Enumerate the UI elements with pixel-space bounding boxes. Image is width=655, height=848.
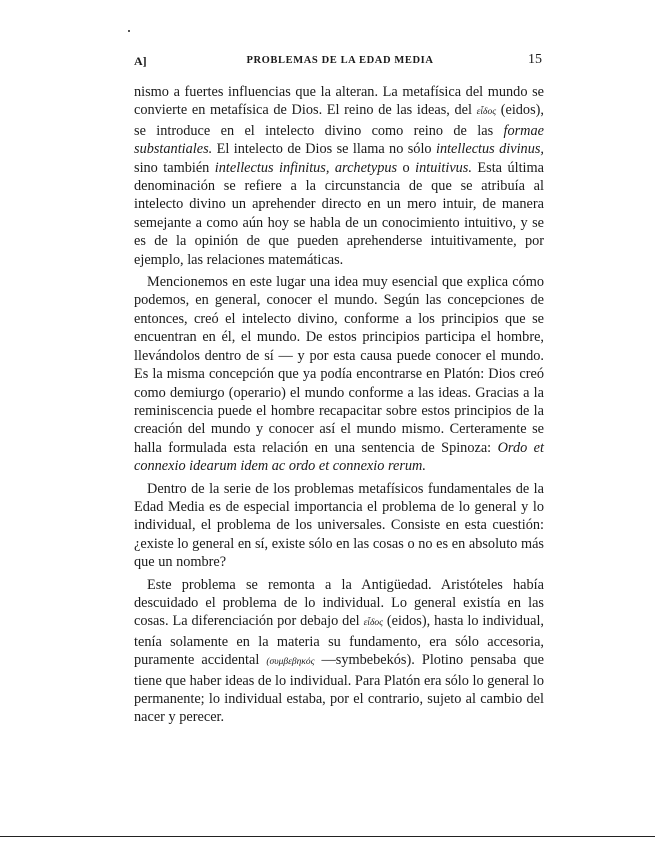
text-run: nismo a fuertes influencias que la alteran. La metafísica del mundo se convierte en metafísica de Dios. El reino de las ideas, del bbox=[134, 84, 544, 119]
paragraph bbox=[134, 576, 544, 727]
bottom-rule bbox=[0, 836, 655, 837]
text-run: (eidos), hasta lo individual, tenía solamente en la materia su fundamento, era sólo accesoria, puramente accidental bbox=[134, 613, 544, 669]
text-run: El intelecto de Dios se llama no sólo bbox=[212, 141, 436, 158]
running-header bbox=[134, 52, 546, 72]
text-run: Mencionemos en este lugar una idea muy esencial que explica cómo podemos, en general, conocer el mundo. Según las concepciones de entonces, creó el intelecto divino, conforme a los principios que se encuentran en él, el mundo. De estos principios participa el hombre, llevándolos dentro de sí — y por esta causa puede conocer el mundo. Es la misma concepción que ya podía encontrarse en Platón: Dios creó como demiurgo (operario) el mundo conforme a las ideas. Gracias a la reminiscencia puede el hombre recapacitar sobre estos principios de la creación del mundo y conocer así el mundo mismo. Certeramente se halla formulada esta relación en una sentencia de Spinoza: bbox=[134, 274, 544, 456]
scan-speck bbox=[128, 30, 130, 32]
text-run: Este problema se remonta a la Antigüedad. Aristóteles había descuidado el problema de lo individual. Lo general existía en las cosas. La diferenciación por debajo del bbox=[134, 576, 544, 630]
italic-phrase: intuitivus. bbox=[415, 159, 472, 176]
body-text bbox=[134, 83, 544, 731]
text-run: Esta última denominación se refiere a la circunstancia de que se atribuía al intelecto divino un aprehender directo en un mero intuir, de manera semejante a como aún hoy se habla de un conocimiento intuitivo, y se es de la opinión de que pueden aprehenderse intuitivamente, por ejemplo, las relaciones matemáticas. bbox=[134, 159, 544, 268]
text-run: sino también bbox=[134, 159, 215, 176]
page-number: 15 bbox=[528, 52, 542, 67]
italic-phrase: formae substantiales. bbox=[134, 122, 544, 158]
italic-phrase: intellectus divinus, bbox=[435, 141, 544, 158]
text-run: —symbebekós). Plotino pensaba que tiene que haber ideas de lo individual. Para Platón era sólo lo general lo permanente; lo individual estaba, por el contrario, sujeto al cambio del nacer y perecer. bbox=[134, 652, 544, 726]
text-run: o bbox=[397, 159, 416, 176]
paragraph bbox=[134, 480, 544, 572]
text-run: (eidos), se introduce en el intelecto divino como reino de las bbox=[134, 102, 544, 139]
greek-term: (συμβεβηκός bbox=[266, 657, 315, 668]
running-title: PROBLEMAS DE LA EDAD MEDIA bbox=[246, 55, 434, 66]
section-marker: A] bbox=[134, 54, 147, 68]
italic-phrase: Ordo et connexio idearum idem ac ordo et connexio rerum. bbox=[134, 439, 545, 475]
paragraph bbox=[134, 273, 544, 475]
greek-term: εἶδος bbox=[363, 618, 383, 629]
paragraph bbox=[134, 83, 544, 269]
text-run: Dentro de la serie de los problemas metafísicos fundamentales de la Edad Media es de especial importancia el problema de lo general y lo individual, el problema de los universales. Consiste en esta cuestión: ¿existe lo general en sí, existe sólo en las cosas o no es en absoluto más que un nombre? bbox=[134, 480, 544, 571]
greek-term: εἶδος bbox=[476, 107, 497, 118]
italic-phrase: intellectus infinitus, archetypus bbox=[214, 159, 398, 176]
